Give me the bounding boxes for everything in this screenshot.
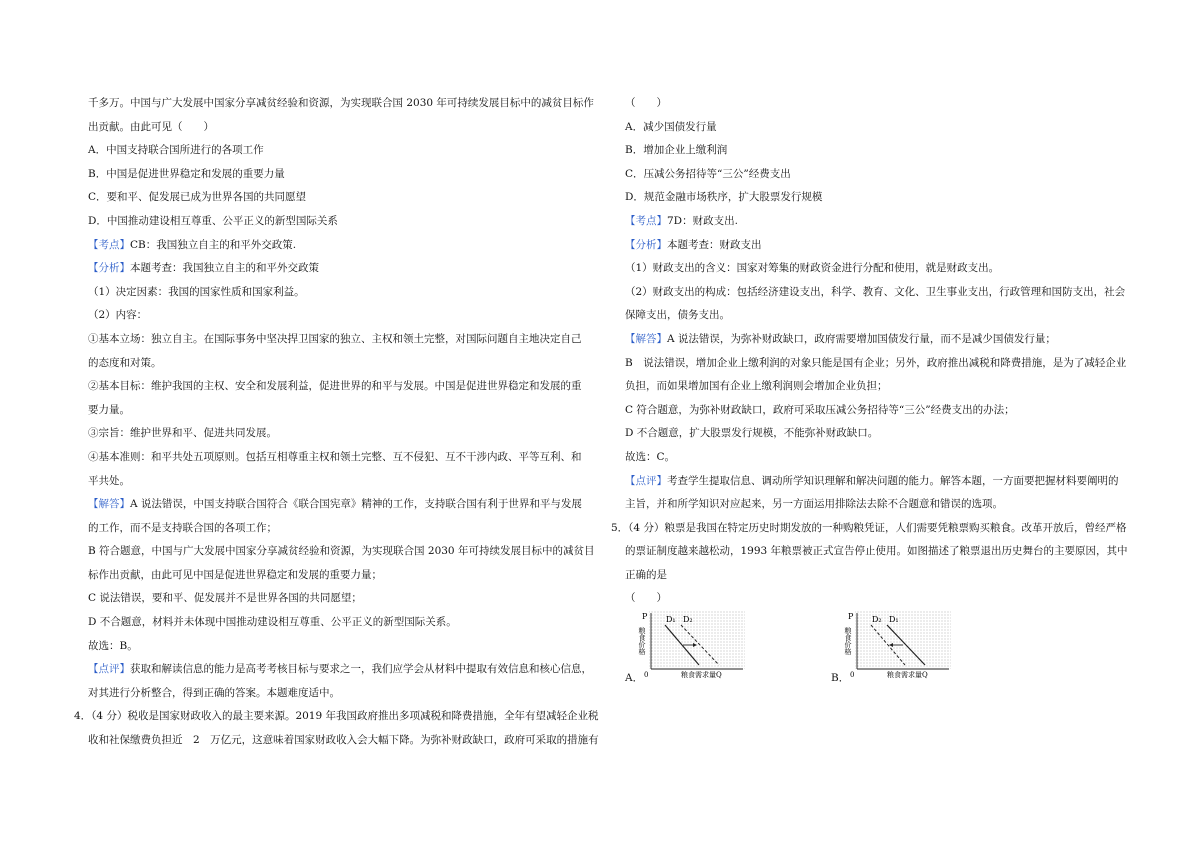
q4-stem-line: 4．（4 分）税收是国家财政收入的最主要来源。2019 年我国政府推出多项减税和降费措施，全年有望减轻企业税 xyxy=(74,710,599,723)
q4-option-b: B．增加企业上缴利润 xyxy=(625,144,728,157)
q3-option-c: C．要和平、促发展已成为世界各国的共同愿望 xyxy=(88,191,307,204)
fig-b-option: B． xyxy=(831,672,850,685)
fig-a-demand-chart xyxy=(639,611,747,679)
jieda-line: B 说法错误，增加企业上缴利润的对象只能是国有企业；另外，政府推出减税和降费措施，是为了减轻企业 xyxy=(625,356,1127,369)
q3-option-a: A．中国支持联合国所进行的各项工作 xyxy=(88,144,264,157)
jieda-line: 标作出贡献，由此可见中国是促进世界稳定和发展的重要力量； xyxy=(88,568,382,581)
q3-stem-line: 千多万。中国与广大发展中国家分享减贫经验和资源，为实现联合国 2030 年可持续发展目标中的减贫目标作 xyxy=(88,97,594,109)
q4-option-c: C．压减公务招待等“三公”经费支出 xyxy=(625,167,791,180)
fenxi-line: ④基本准则：和平共处五项原则。包括互相尊重主权和领土完整、互不侵犯、互不干涉内政、平等互利、和 xyxy=(88,450,582,463)
fig-a-y-letter: P xyxy=(642,612,648,622)
right-column xyxy=(611,92,1133,691)
jieda-text: A 说法错误，为弥补财政缺口，政府需要增加国债发行量，而不是减少国债发行量； xyxy=(667,332,1056,345)
kaodian-text: CB：我国独立自主的和平外交政策. xyxy=(130,238,297,251)
jieda-line: D 不合题意，扩大股票发行规模，不能弥补财政缺口。 xyxy=(625,427,879,440)
fenxi-line: （2）财政支出的构成：包括经济建设支出，科学、教育、文化、卫生事业支出，行政管理和国防支出，社会 xyxy=(625,285,1126,298)
kaodian-tag: 【考点】 xyxy=(625,214,667,227)
q4-kaodian xyxy=(625,210,1133,234)
fenxi-line: 保障支出，债务支出。 xyxy=(625,309,730,322)
fig-b-demand-chart xyxy=(845,611,953,679)
fig-b-dot-background xyxy=(855,611,951,669)
kaodian-text: 7D：财政支出. xyxy=(667,214,738,227)
fig-a-y-name: 粮食价格 xyxy=(638,627,646,656)
q3-jieda xyxy=(88,493,596,517)
fig-b-x-name: 粮食需求量Q xyxy=(887,671,928,680)
q3-option-b: B．中国是促进世界稳定和发展的重要力量 xyxy=(88,167,285,180)
fig-b-curve2-label: D₁ xyxy=(889,615,899,625)
fig-a-origin: 0 xyxy=(644,671,649,680)
jieda-text: A 说法错误，中国支持联合国符合《联合国宪章》精神的工作，支持联合国有利于世界和平与发展 xyxy=(130,498,582,511)
dianping-tag: 【点评】 xyxy=(88,663,130,676)
q4-option-d: D．规范金融市场秩序，扩大股票发行规模 xyxy=(625,191,823,204)
fenxi-line: 平共处。 xyxy=(88,474,130,487)
fig-a-curve1-label: D₁ xyxy=(666,615,676,625)
fig-a-x-name: 粮食需求量Q xyxy=(681,671,722,680)
fig-b-origin: 0 xyxy=(850,671,855,680)
dianping-tag: 【点评】 xyxy=(625,474,667,487)
dianping-text: 获取和解读信息的能力是高考考核目标与要求之一，我们应学会从材料中提取有效信息和核心信息， xyxy=(130,663,592,676)
fenxi-line: 的态度和对策。 xyxy=(88,356,162,369)
fig-a-option: A． xyxy=(625,672,644,685)
kaodian-tag: 【考点】 xyxy=(88,238,130,251)
jieda-line: 故选：C。 xyxy=(625,450,676,463)
q3-fenxi xyxy=(88,257,596,281)
jieda-line: D 不合题意，材料并未体现中国推动建设相互尊重、公平正义的新型国际关系。 xyxy=(88,616,457,629)
fenxi-line: （1）决定因素：我国的国家性质和国家利益。 xyxy=(88,285,305,298)
q4-fenxi xyxy=(625,234,1133,258)
q4-option-a: A．减少国债发行量 xyxy=(625,120,717,133)
jieda-line: 的工作，而不是支持联合国的各项工作； xyxy=(88,521,277,534)
fenxi-text: 本题考查：财政支出 xyxy=(667,238,762,251)
fenxi-line: （2）内容： xyxy=(88,309,148,322)
jieda-tag: 【解答】 xyxy=(625,332,667,345)
q5-stem-line: 的票证制度越来越松动，1993 年粮票被正式宣告停止使用。如图描述了粮票退出历史舞台的主要原因，其中 xyxy=(625,545,1128,558)
jieda-line: C 符合题意，为弥补财政缺口，政府可采取压减公务招待等“三公”经费支出的办法； xyxy=(625,403,1015,416)
dianping-line: 主旨，并和所学知识对应起来，另一方面运用排除法去除不合题意和错误的选项。 xyxy=(625,498,1003,511)
dianping-text: 考查学生提取信息、调动所学知识理解和解决问题的能力。解答本题，一方面要把握材料要阐明的 xyxy=(667,474,1119,487)
jieda-tag: 【解答】 xyxy=(88,498,130,511)
fig-b-curve1-label: D₂ xyxy=(872,615,882,625)
fenxi-text: 本题考查：我国独立自主的和平外交政策 xyxy=(130,262,319,275)
fenxi-line: ②基本目标：维护我国的主权、安全和发展利益，促进世界的和平与发展。中国是促进世界稳定和发展的重 xyxy=(88,380,582,393)
fenxi-tag: 【分析】 xyxy=(625,238,667,251)
q5-stem-line: 正确的是 xyxy=(625,568,667,581)
fenxi-line: ①基本立场：独立自主。在国际事务中坚决捍卫国家的独立、主权和领土完整，对国际问题自主地决定自己 xyxy=(88,332,582,345)
fig-b-y-letter: P xyxy=(848,612,854,622)
q5-figures xyxy=(625,611,1133,691)
fig-b-y-name: 粮食价格 xyxy=(844,627,852,656)
q3-option-d: D．中国推动建设相互尊重、公平正义的新型国际关系 xyxy=(88,214,338,227)
q4-dianping xyxy=(625,470,1133,494)
q5-stem-line: 5．（4 分）粮票是我国在特定历史时期发放的一种购粮凭证，人们需要凭粮票购买粮食。改革开放后，曾经严格 xyxy=(611,521,1127,534)
jieda-line: C 说法错误，要和平、促发展并不是世界各国的共同愿望； xyxy=(88,592,362,605)
q3-dianping xyxy=(88,658,596,682)
left-column xyxy=(74,92,599,753)
q3-stem-line: 出贡献。由此可见（ ） xyxy=(88,120,214,133)
fenxi-line: （1）财政支出的含义：国家对筹集的财政资金进行分配和使用，就是财政支出。 xyxy=(625,262,1000,275)
q4-stem-line: 收和社保缴费负担近 2 万亿元，这意味着国家财政收入会大幅下降。为弥补财政缺口，政府可采取的措施有 xyxy=(88,734,599,747)
q4-paren: （ ） xyxy=(625,97,667,109)
fig-a-curve2-label: D₂ xyxy=(683,615,693,625)
fenxi-line: 要力量。 xyxy=(88,403,130,416)
q3-kaodian xyxy=(88,234,596,258)
q5-paren: （ ） xyxy=(625,592,667,605)
q4-jieda xyxy=(625,328,1133,352)
fenxi-tag: 【分析】 xyxy=(88,262,130,275)
fenxi-line: ③宗旨：维护世界和平、促进共同发展。 xyxy=(88,427,277,440)
jieda-line: B 符合题意，中国与广大发展中国家分享减贫经验和资源，为实现联合国 2030 年可持续发展目标中的减贫目 xyxy=(88,545,595,558)
jieda-line: 负担，而如果增加国有企业上缴利润则会增加企业负担； xyxy=(625,380,888,393)
fig-a-dot-background xyxy=(649,611,745,669)
dianping-line: 对其进行分析整合，得到正确的答案。本题难度适中。 xyxy=(88,686,340,699)
jieda-line: 故选：B。 xyxy=(88,639,138,652)
